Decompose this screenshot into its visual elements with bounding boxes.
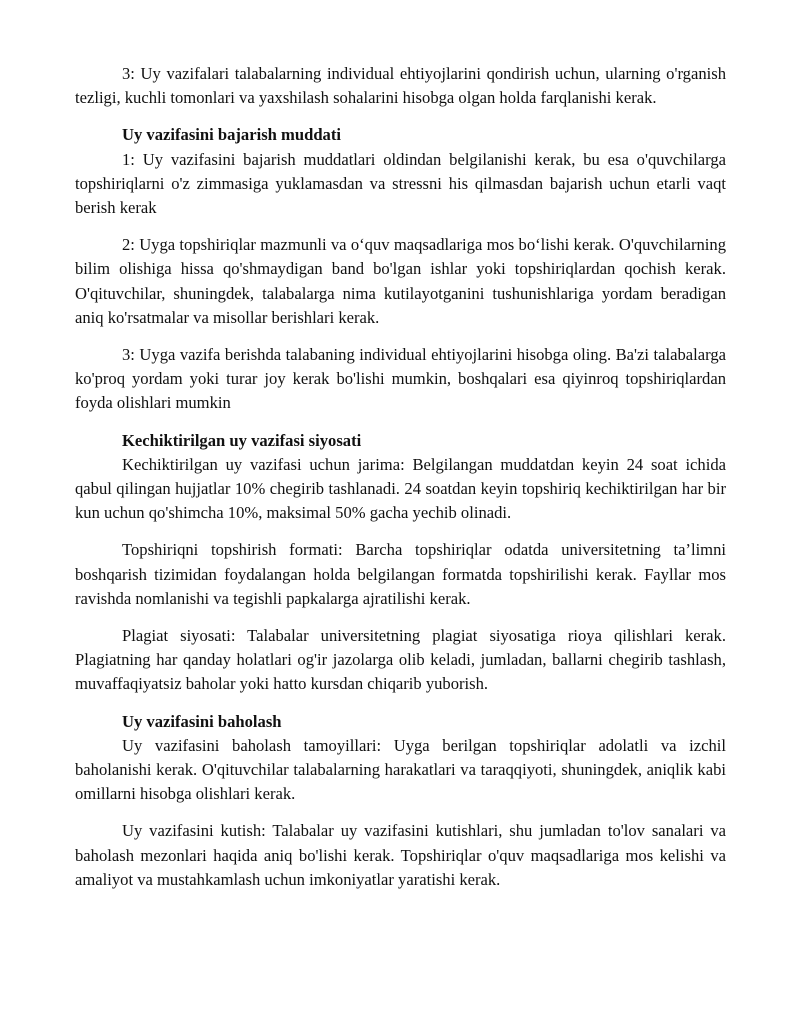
spacer	[75, 220, 726, 233]
paragraph-submission-format: Topshiriqni topshirish formati: Barcha topshiriqlar odatda universitetning ta’limni boshqarish tizimidan foydalangan holda belgilangan formatda topshirilishi kerak. Fayllar mos ravishda nomlanishi va tegishli papkalarga ajratilishi kerak.	[75, 540, 726, 608]
spacer	[75, 697, 726, 710]
spacer	[75, 525, 726, 538]
spacer	[75, 416, 726, 429]
paragraph-assessment-principles: Uy vazifasini baholash tamoyillari: Uyga berilgan topshiriqlar adolatli va izchil baholanishi kerak. O'qituvchilar talabalarning harakatlari va taraqqiyoti, shuningdek, aniqlik kabi omillarni hisobga olishlari kerak.	[75, 735, 726, 804]
paragraph-late-penalty: Kechiktirilgan uy vazifasi uchun jarima: Belgilangan muddatdan keyin 24 soat ichida qabul qilingan hujjatlar 10% chegirib tashlanadi. 24 soatdan keyin topshiriq kechiktirilgan har bir kun uchun qo'shimcha 10%, maksimal 50% gacha yechib olinadi.	[75, 454, 726, 523]
paragraph-expectations: Uy vazifasini kutish: Talabalar uy vazifasini kutishlari, shu jumladan to'lov sanalari va baholash mezonlari haqida aniq bo'lishi kerak. Topshiriqlar o'quv maqsadlariga mos kelishi va amaliyot va mustahkamlash uchun imkoniyatlar yaratishi kerak.	[75, 821, 726, 889]
section-heading-assessment: Uy vazifasini baholash	[122, 711, 282, 731]
paragraph-individual-needs: 3: Uyga vazifa berishda talabaning individual ehtiyojlarini hisobga oling. Ba'zi talabalarga ko'proq yordam yoki turar joy kerak bo'lishi mumkin, boshqalari esa qiyinroq topshiriqlardan foyda olishlari mumkin	[75, 345, 726, 413]
paragraph-deadlines: 1: Uy vazifasini bajarish muddatlari oldindan belgilanishi kerak, bu esa o'quvchilarga topshiriqlarni o'z zimmasiga yuklamasdan va stressni his qilmasdan bajarish uchun etarli vaqt berish kerak	[75, 149, 726, 218]
spacer	[75, 611, 726, 624]
spacer	[75, 110, 726, 123]
paragraph-meaningful-tasks: 2: Uyga topshiriqlar mazmunli va o‘quv maqsadlariga mos bo‘lishi kerak. O'quvchilarning bilim olishiga hissa qo'shmaydigan band bo'lgan ishlar yoki topshiriqlardan qochish kerak. O'qituvchilar, shuningdek, talabalarga nima kutilayotganini tushunishlariga yordam beradigan aniq ko'rsatmalar va misollar berishlari kerak.	[75, 235, 726, 327]
section-heading-deadline: Uy vazifasini bajarish muddati	[122, 125, 341, 145]
spacer	[75, 330, 726, 343]
spacer	[75, 806, 726, 819]
paragraph-plagiarism-policy: Plagiat siyosati: Talabalar universitetning plagiat siyosatiga rioya qilishlari kerak. Plagiatning har qanday holatlari og'ir jazolarga olib keladi, jumladan, ballarni chegirib tashlash, muvaffaqiyatsiz baholar yoki hatto kursdan chiqarib yuborish.	[75, 626, 726, 694]
paragraph-differentiation: 3: Uy vazifalari talabalarning individual ehtiyojlarini qondirish uchun, ularning o'rganish tezligi, kuchli tomonlari va yaxshilash sohalarini hisobga olgan holda farqlanishi kerak.	[75, 64, 726, 108]
document-page	[75, 62, 726, 892]
section-heading-late-policy: Kechiktirilgan uy vazifasi siyosati	[122, 430, 362, 450]
